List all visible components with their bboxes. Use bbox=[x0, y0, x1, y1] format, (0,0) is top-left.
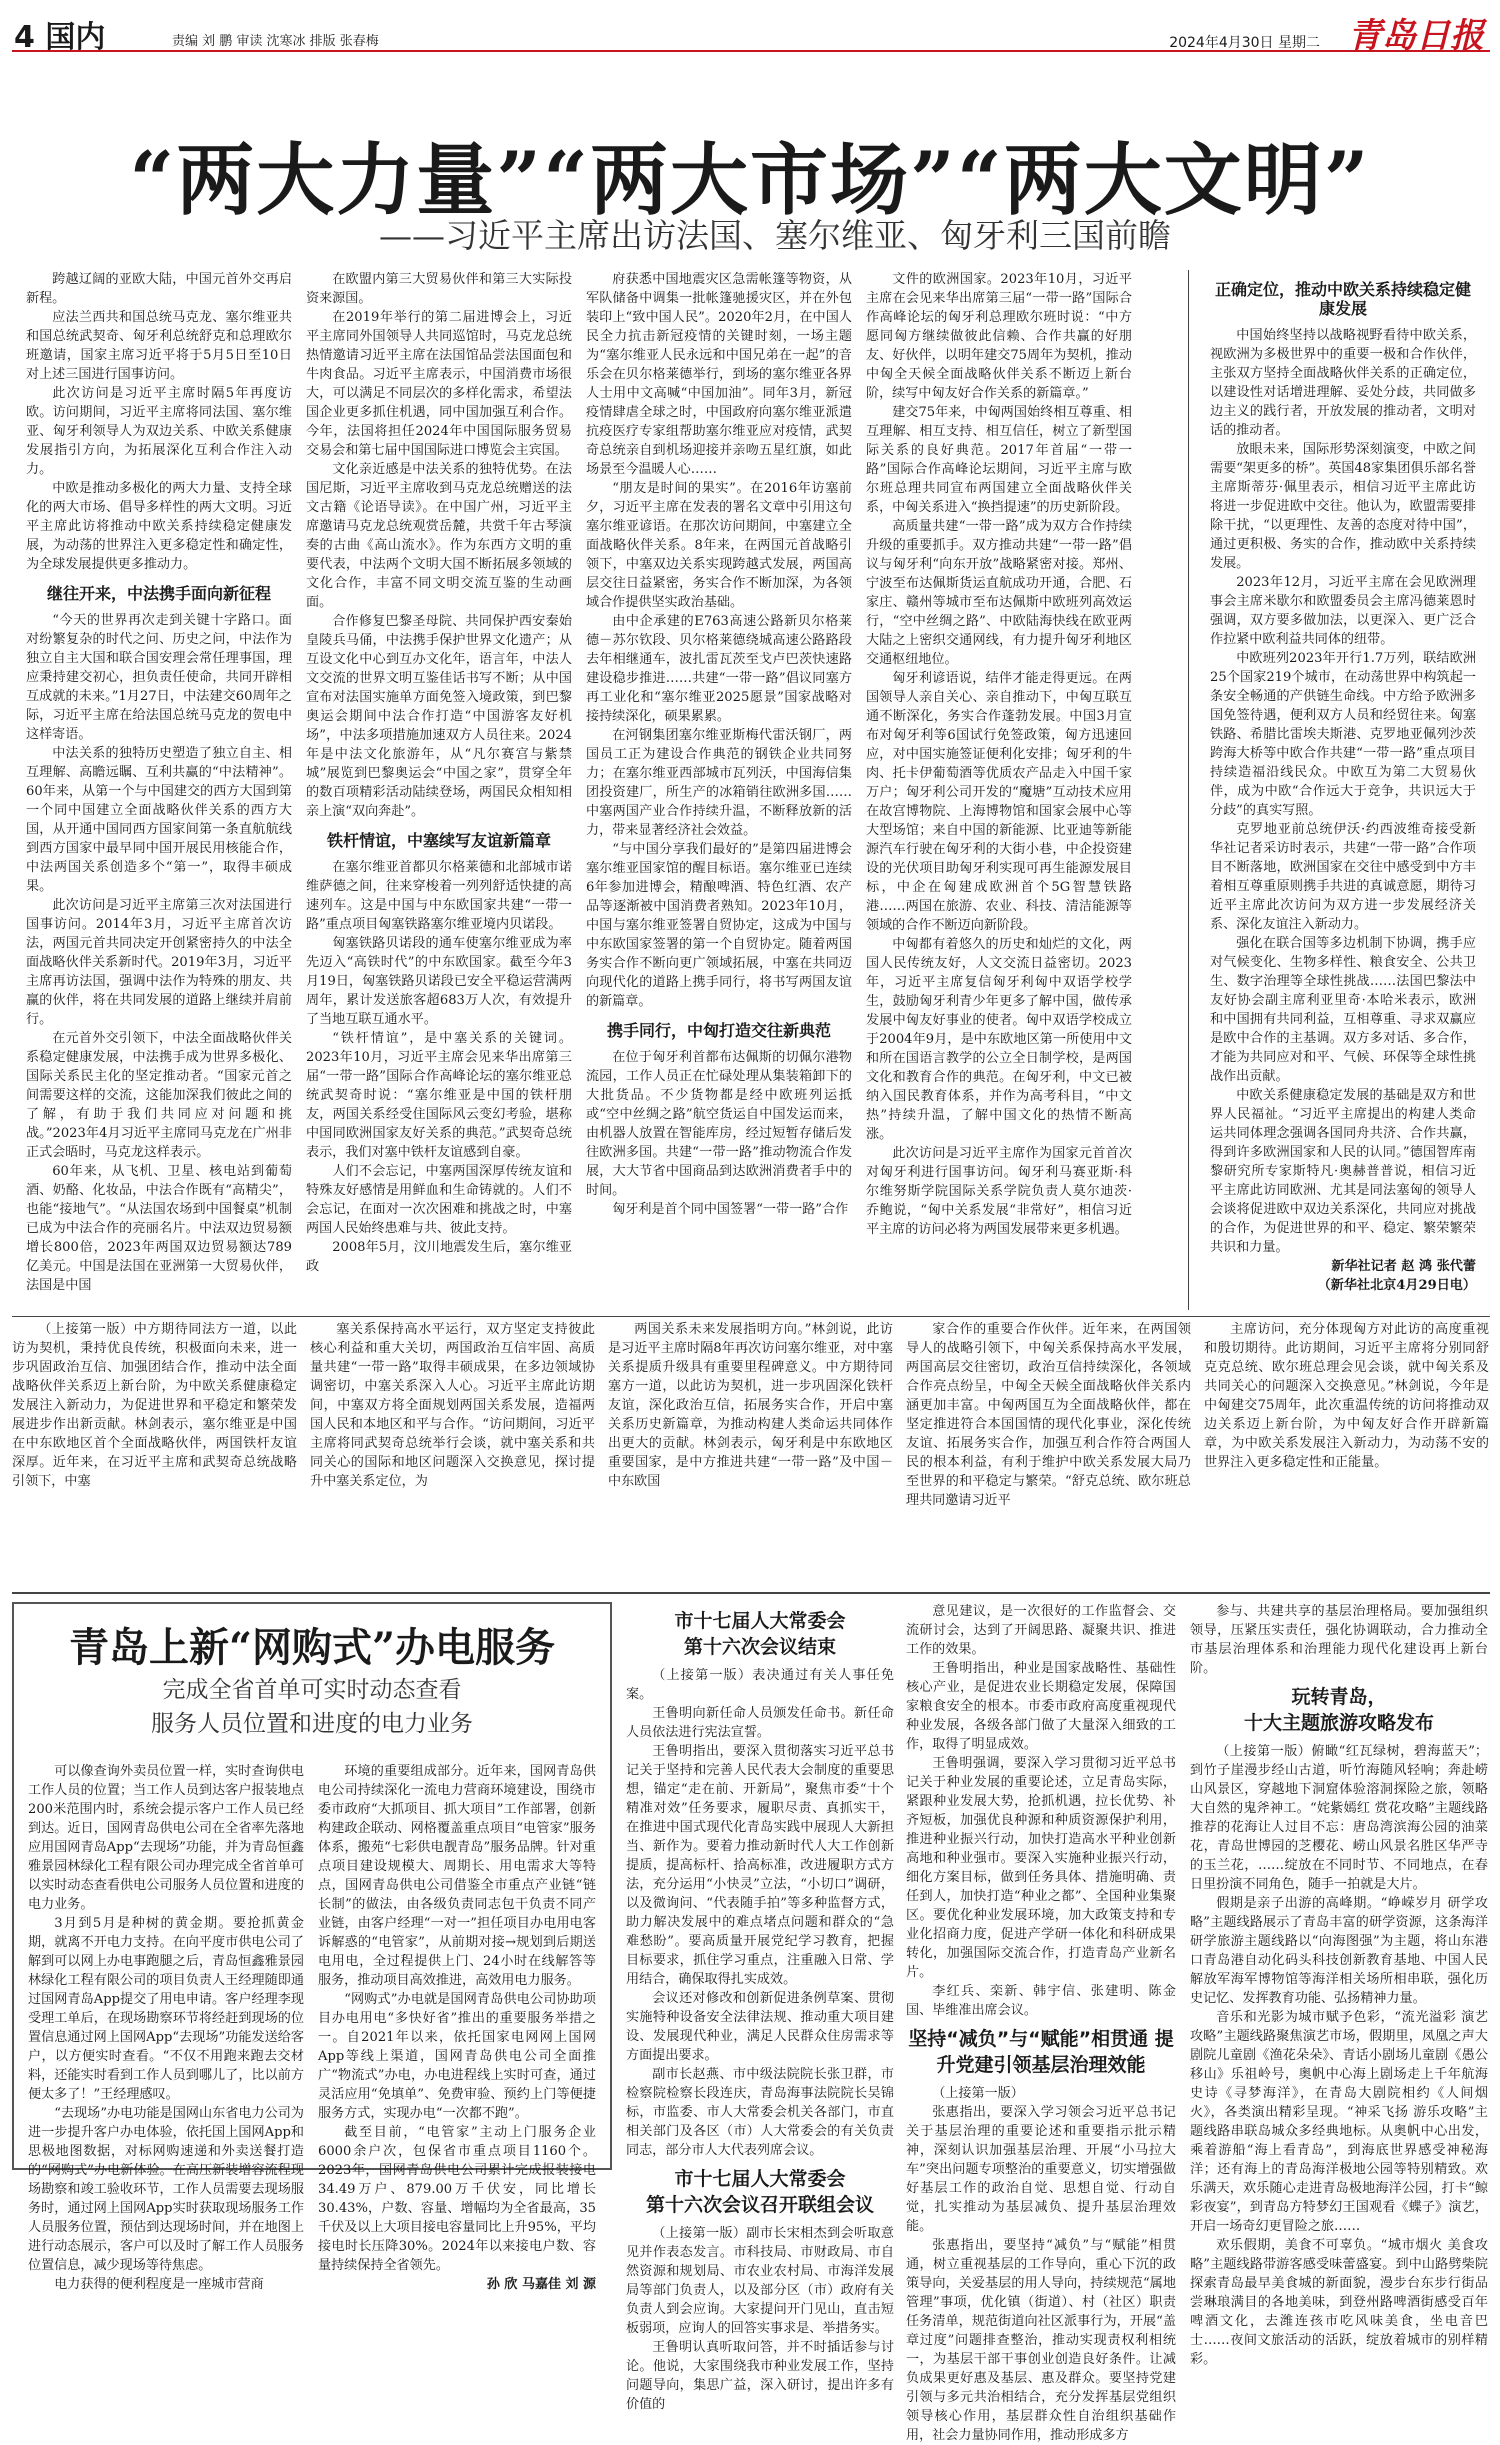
paragraph: 3月到5月是种树的黄金期。要抢抓黄金期，就离不开电力支持。在向平度市供电公司了解到可以网上办电事跑腿之后，青岛恒鑫雅景园林绿化工程有限公司的项目负责人王经理随即通过国网青岛App提交了用电申请。客户经理李现受理工单后，在现场勘察环节将经赶到现场的位置信息通过网上国网App“去现场”功能发送给客户，以方便实时查看。“不仅不用跑来跑去交材料，还能实时看到工作人员到哪儿了，比以前方便太多了！”王经理感叹。 bbox=[28, 1916, 304, 2102]
paragraph: “朋友是时间的果实”。在2016年访塞前夕，习近平主席在发表的署名文章中引用这句塞尔维亚谚语。在那次访问期间，中塞建立全面战略伙伴关系。8年来，在两国元首战略引领下，中塞双边关系实现跨越式发展，两国高层交往日益紧密，务实合作不断加深，为各领域合作提供坚实政治基础。 bbox=[586, 481, 852, 610]
headline-title: “两大力量”“两大市场”“两大文明” bbox=[129, 135, 1371, 226]
page-number-section: 4 国内 bbox=[14, 20, 106, 55]
paragraph: 环境的重要组成部分。近年来，国网青岛供电公司持续深化一流电力营商环境建设，围绕市委市政府“大抓项目、抓大项目”工作部署，创新构建政企联动、网格覆盖重点项目“电管家”服务体系，搬苑“七彩供电靓青岛”服务品牌。针对重点项目建设规模大、周期长、用电需求大等特点，国网青岛供电公司借鉴全市重点产业链“链长制”的做法，由各级负责同志包干负责不同产业链，由客户经理“一对一”担任项目办电用电客诉解惑的“电管家”，从前期对接→规划到后期送电用电，全过程提供上门、24小时在线解答等服务，推动项目高效推进，高效用电力服务。 bbox=[318, 1764, 596, 1988]
article1-column-5 bbox=[1210, 270, 1476, 1310]
article-title: 青岛上新“网购式”办电服务 bbox=[68, 1624, 555, 1671]
article-title: 坚持“减负”与“赋能”相贯通 提升党建引领基层治理效能 bbox=[908, 2028, 1174, 2076]
headline-subtitle: ——习近平主席出访法国、塞尔维亚、匈牙利三国前瞻 bbox=[379, 216, 1171, 255]
paragraph: 此次访问是习近平主席时隔5年再度访欧。访问期间，习近平主席将同法国、塞尔维亚、匈牙利领导人为双边关系、中欧关系健康发展指引方向，为拓展深化互利合作注入动力。 bbox=[26, 386, 292, 477]
paragraph: 强化在联合国等多边机制下协调，携手应对气候变化、生物多样性、粮食安全、公共卫生、数字治理等全球性挑战……法国巴黎法中友好协会副主席利亚里奇·本哈米表示，欧洲和中国拥有共同利益，互相尊重、寻求双赢应是欧中合作的主基调。双方多对话、多合作，才能为共同应对和平、气候、环保等全球性挑战作出贡献。 bbox=[1210, 936, 1476, 1084]
article1-column-1 bbox=[26, 270, 292, 1310]
paragraph: 建交75年来，中匈两国始终相互尊重、相互理解、相互支持、相互信任，树立了新型国际关系的良好典范。2017年首届“一带一路”国际合作高峰论坛期间，习近平主席与欧尔班总理共同宣布两国建立全面战略伙伴关系，中匈关系进入“换挡提速”的历史新阶段。 bbox=[866, 405, 1132, 515]
paragraph: 王鲁明强调，要深入学习贯彻习近平总书记关于种业发展的重要论述，立足青岛实际，紧跟种业发展大势，抢抓机遇，拉长优势、补齐短板，加强优良种源和种质资源保护利用，推进种业振兴行动，加快打造高水平种业创新高地和种业强市。要深入实施种业振兴行动，细化方案目标，做到任务具体、措施明确、责任到人，加快打造“种业之都”、全国种业集聚区。要优化种业发展环境，加大政策支持和专业化招商力度，促进产学研一体化和科研成果转化，加强国际交流合作，打造青岛产业新名片。 bbox=[906, 1756, 1176, 1980]
continuation-column-2 bbox=[310, 1320, 595, 1585]
paragraph: “网购式”办电就是国网青岛供电公司协助项目办电用电“多快好省”推出的重要服务举措之一。自2021年以来，依托国家电网网上国网App等线上渠道，国网青岛供电公司全面推广“物流式”办电，办电进程线上实时可查，通过灵活应用“免填单”、免费审验、预约上门等便捷服务方式，实现办电“一次都不跑”。 bbox=[318, 1992, 596, 2121]
article-title: 玩转青岛， 十大主题旅游攻略发布 bbox=[1243, 1686, 1434, 1734]
paragraph: 王鲁明认真听取问答，并不时插话参与讨论。他说，大家围绕我市种业发展工作，坚持问题导向，集思广益，深入研讨，提出许多有价值的 bbox=[626, 2340, 894, 2412]
tourism-article bbox=[1190, 1602, 1488, 2367]
paragraph: 2008年5月，汶川地震发生后，塞尔维亚政 bbox=[306, 1240, 572, 1274]
article1-column-2 bbox=[306, 270, 572, 1310]
paragraph: 可以像查询外卖员位置一样，实时查询供电工作人员的位置；当工作人员到达客户报装地点200米范围内时，系统会提示客户工作人员已经到达。近日，国网青岛供电公司在全省率先落地应用国网青岛App“去现场”功能，并为青岛恒鑫雅景园林绿化工程有限公司办理完成全省首单可以实时动态查看供电公司服务人员位置和进度的电力业务。 bbox=[28, 1764, 304, 1912]
power-service-article bbox=[12, 1602, 612, 2292]
section-heading: 正确定位，推动中欧关系持续稳定健康发展 bbox=[1214, 280, 1471, 318]
paragraph: 放眼未来，国际形势深刻演变，中欧之间需要“架更多的桥”。英国48家集团俱乐部名誉主席斯蒂芬·佩里表示，相信习近平主席此访将进一步促进欧中交往。他认为，欧盟需要排除干扰，“以更理性、友善的态度对待中国”，通过更积极、务实的合作，推动欧中关系持续发展。 bbox=[1210, 442, 1476, 571]
section-heading: 铁杆情谊，中塞续写友谊新篇章 bbox=[326, 831, 551, 850]
article2-column-2 bbox=[318, 1762, 596, 2292]
paragraph: 跨越辽阔的亚欧大陆，中国元首外交再启新程。 bbox=[26, 272, 292, 306]
continuation-column-1 bbox=[12, 1320, 297, 1585]
editor-credits: 责编 刘 鹏 审读 沈寒冰 排版 张春梅 bbox=[172, 34, 379, 49]
paragraph: 匈牙利是首个同中国签署“一带一路”合作 bbox=[612, 1202, 849, 1217]
paragraph: 在河钢集团塞尔维亚斯梅代雷沃钢厂，两国员工正为建设合作典范的钢铁企业共同努力；在塞尔维亚西部城市瓦列沃，中国海信集团投资建厂，所生产的冰箱销往欧洲多国……中塞两国产业合作持续升温，不断释放新的活力，带来显著经济社会效益。 bbox=[586, 728, 852, 838]
section-divider bbox=[12, 1592, 1490, 1594]
paragraph: 文化亲近感是中法关系的独特优势。在法国尼斯，习近平主席收到马克龙总统赠送的法文古籍《论语导读》。在中国广州，习近平主席邀请马克龙总统观赏岳麓，共赏千年古琴演奏的古曲《高山流水》。作为东西方文明的重要代表，中法两个文明大国不断拓展多领域的文化合作，丰富不同文明交流互鉴的生动画面。 bbox=[306, 462, 572, 610]
paragraph: 60年来，从飞机、卫星、核电站到葡萄酒、奶酪、化妆品，中法合作既有“高精尖”，也能“接地气”。“从法国农场到中国餐桌”机制已成为中法合作的亮丽名片。中法双边贸易额增长800倍，2023年两国双边贸易额达789亿美元。中国是法国在亚洲第一大贸易伙伴，法国是中国 bbox=[26, 1164, 292, 1293]
paragraph: 塞关系保持高水平运行，双方坚定支持彼此核心利益和重大关切，两国政治互信牢固、高质量共建“一带一路”取得丰硕成果，在多边领域协调密切，中塞关系深入人心。习近平主席此访期间，中塞双方将全面规划两国关系发展，造福两国人民和本地区和平与合作。“访问期间，习近平主席将同武契奇总统举行会谈，就中塞关系和共同关心的国际和地区问题深入交换意见，探讨提升中塞关系定位，为 bbox=[310, 1322, 595, 1489]
paragraph: 此次访问是习近平主席作为国家元首首次对匈牙利进行国事访问。匈牙利马赛亚斯·科尔维努斯学院国际关系学院负责人莫尔迪茨·乔鲍说，“匈中关系发展“非常好”，相信习近平主席的访问必将为两国发展带来更多机遇。 bbox=[866, 1146, 1132, 1237]
paragraph: （上接第一版） bbox=[932, 2086, 1024, 2101]
paragraph: “去现场”办电功能是国网山东省电力公司为进一步提升客户办电体验，依托国上国网App和思极地图数据，对标网购速递和外卖送餐打造的“网购式”办电新体验。在高压新装增容流程现场勘察和竣工验收环节，工作人员需要去现场服务时，通过网上国网App实时获取现场服务工作人员服务位置，预估到达现场时间，并在地图上进行动态展示，客户可以及时了解工作人员服务位置信息，减少现场等待焦虑。 bbox=[28, 2106, 304, 2273]
npc-meeting-article bbox=[626, 1602, 894, 2412]
paragraph: 主席访问，充分体现匈方对此访的高度重视和殷切期待。此访期间，习近平主席将分别同舒克克总统、欧尔班总理会见会谈，就中匈关系及共同关心的问题深入交换意见。”林剑说，今年是中匈建交75周年，此次重温传统的访问将推动双边关系迈上新台阶，为中匈友好合作开辟新篇章，为中欧关系发展注入新动力，为动荡不安的世界注入更多稳定性和正能量。 bbox=[1204, 1322, 1489, 1470]
paragraph: 电力获得的便利程度是一座城市营商 bbox=[54, 2277, 264, 2292]
paragraph: 匈牙利谚语说，结伴才能走得更远。在两国领导人亲自关心、亲自推动下，中匈互联互通不断深化，务实合作蓬勃发展。中国3月宣布对匈牙利等6国试行免签政策，匈方迅速回应，对中国实施签证便利化安排；匈牙利的牛肉、托卡伊葡萄酒等优质农产品走入中国千家万户；匈牙利公司开发的“魔塘”互动技术应用在故宫博物院、上海博物馆和国家会展中心等大型场馆；来自中国的新能源、比亚迪等新能源汽车行驶在匈牙利的大街小巷，中企投资建设的光伏项目助匈牙利实现可再生能源发展目标，中企在匈建成欧洲首个5G智慧铁路港……两国在旅游、农业、科技、清洁能源等领域的合作不断迈向新阶段。 bbox=[866, 671, 1132, 933]
continuation-column-5 bbox=[1204, 1320, 1489, 1585]
issue-date: 2024年4月30日 星期二 bbox=[1169, 35, 1320, 51]
paragraph: 副市长赵燕、市中级法院院长张卫群，市检察院检察长段连庆，青岛海事法院院长吴锦标，市监委、市人大常委会机关各部门，市直相关部门及各区（市）人大常委会的有关负责同志，部分市人大代表列席会议。 bbox=[626, 2067, 894, 2158]
paragraph: 王鲁明指出，种业是国家战略性、基础性核心产业，是促进农业长期稳定发展，保障国家粮食安全的根本。市委市政府高度重视现代种业发展，各级各部门做了大量深入细致的工作，取得了明显成效。 bbox=[906, 1661, 1176, 1752]
paragraph: 合作修复巴黎圣母院、共同保护西安秦始皇陵兵马俑，中法携手保护世界文化遗产；从互设文化中心到互办文化年，语言年，中法人文交流的世界文明互鉴佳话书写不断；从中国宣布对法国实施单方面免签入境政策，到巴黎奥运会期间中法合作打造“中国游客友好机场”，中法多项措施加速双方人员往来。2024年是中法文化旅游年，从“凡尔赛宫与紫禁城”展览到巴黎奥运会“中国之家”，贯穿全年的数百项精彩活动陆续登场，两国民众相知相亲上演“双向奔赴”。 bbox=[306, 614, 572, 819]
article1-column-3 bbox=[586, 270, 852, 1310]
article-subtitle: 服务人员位置和进度的电力业务 bbox=[151, 1711, 473, 1737]
paragraph: 府获悉中国地震灾区急需帐篷等物资，从军队储备中调集一批帐篷驰援灾区，并在外包装印上“致中国人民”。2020年2月，在中国人民全力抗击新冠疫情的关键时刻，一场主题为“塞尔维亚人民永远和中国兄弟在一起”的音乐会在贝尔格莱德举行，到场的塞尔维亚各界人士用中文高喊“中国加油”。同年3月，新冠疫情肆虐全球之时，中国政府向塞尔维亚派遣抗疫医疗专家组帮助塞尔维亚应对疫情，武契奇总统亲自到机场迎接并亲吻五星红旗，如此场景至今温暖人心…… bbox=[586, 272, 852, 477]
dateline: （新华社北京4月29日电） bbox=[1317, 1278, 1476, 1293]
paragraph: 克罗地亚前总统伊沃·约西波维奇接受新华社记者采访时表示，共建“一带一路”合作项目不断落地，欧洲国家在交往中感受到中方丰着相互尊重原则携手共进的真诚意愿，期待习近平主席此次访问为双方进一步发展经济关系、深化友谊注入新动力。 bbox=[1210, 822, 1476, 932]
grassroots-governance-article bbox=[906, 1602, 1176, 2443]
paragraph: 中欧是推动多极化的两大力量、支持全球化的两大市场、倡导多样性的两大文明。习近平主席此访将推动中欧关系持续稳定健康发展，为动荡的世界注入更多稳定性和确定性，为全球发展提供更多推动力。 bbox=[26, 481, 292, 572]
paragraph: 匈塞铁路贝诺段的通车使塞尔维亚成为率先迈入“高铁时代”的中东欧国家。截至今年3月19日，匈塞铁路贝诺段已安全平稳运营满两周年，累计发送旅客超683万人次，有效提升了当地互联互通水平。 bbox=[306, 936, 572, 1027]
paragraph: “铁杆情谊”，是中塞关系的关键词。2023年10月，习近平主席会见来华出席第三届“一带一路”国际合作高峰论坛的塞尔维亚总统武契奇时说：“塞尔维亚是中国的铁杆朋友，两国关系经受住国际风云变幻考验，堪称中国同欧洲国家友好关系的典范。”武契奇总统表示，我们对塞中铁杆友谊感到自豪。 bbox=[306, 1031, 572, 1160]
paragraph: 中法关系的独特历史塑造了独立自主、相互理解、高瞻远瞩、互利共赢的“中法精神”。60年来，从第一个与中国建交的西方大国到第一个同中国建立全面战略伙伴关系的西方大国，从开通中国同西方国家间第一条直航航线到西方国家中最早同中国开展民用核能合作，中法两国关系创造多个“第一”，取得丰硕成果。 bbox=[26, 746, 292, 894]
article2-column-1 bbox=[28, 1762, 304, 2292]
paragraph: 在位于匈牙利首都布达佩斯的切佩尔港物流园，工作人员正在忙碌处理从集装箱卸下的大批货品。不少货物都是经中欧班列运抵或“空中丝绸之路”航空货运自中国发运而来，由机器人放置在智能库房，经过短暂存储后发往欧洲多国。共建“一带一路”推动物流合作发展，大大节省中国商品到达欧洲消费者手中的时间。 bbox=[586, 1050, 852, 1198]
paragraph: “与中国分享我们最好的”是第四届进博会塞尔维亚国家馆的醒目标语。塞尔维亚已连续6年参加进博会，精酿啤酒、特色红酒、农产品等逐渐被中国消费者熟知。2023年10月，中国与塞尔维亚签署自贸协定，这成为中国与中东欧国家签署的第一个自贸协定。随着两国务实合作不断向更广领域拓展，中塞在共同迈向现代化的道路上携手同行，将书写两国友谊的新篇章。 bbox=[586, 842, 852, 1009]
paragraph: 在元首外交引领下，中法全面战略伙伴关系稳定健康发展，中法携手成为世界多极化、国际关系民主化的坚定推动者。“国家元首之间需要这样的交流，这能加深我们彼此之间的了解，有助于我们共同应对问题和挑战。”2023年4月习近平主席同马克龙在广州非正式会晤时，马克龙这样表示。 bbox=[26, 1031, 292, 1160]
paragraph: 家合作的重要合作伙伴。近年来，在两国领导人的战略引领下，中匈关系保持高水平发展，两国高层交往密切，政治互信持续深化，各领域合作亮点纷呈，中匈全天候全面战略伙伴关系内涵更加丰富。中匈两国互为全面战略伙伴，都在坚定推进符合本国国情的现代化事业，深化传统友谊、拓展务实合作，加强互利合作符合两国人民的根本利益，有利于维护中欧关系发展大局乃至世界的和平稳定与繁荣。“舒克总统、欧尔班总理共同邀请习近平 bbox=[906, 1322, 1191, 1508]
article-title: 市十七届人大常委会 第十六次会议召开联组会议 bbox=[645, 2168, 874, 2216]
paragraph: 应法兰西共和国总统马克龙、塞尔维亚共和国总统武契奇、匈牙利总统舒克和总理欧尔班邀请，国家主席习近平将于5月5日至10日对上述三国进行国事访问。 bbox=[26, 310, 292, 382]
paragraph: 假期是亲子出游的高峰期。“峥嵘岁月 研学攻略”主题线路展示了青岛丰富的研学资源，这条海洋研学旅游主题线路以“向海图强”为主题，将山东港口青岛港自动化码头科技创新教育基地、中国人民解放军海军博物馆等海洋相关场所相串联，强化历史记忆、发挥教育功能、弘扬精神力量。 bbox=[1190, 1896, 1488, 2006]
paragraph: 在2019年举行的第二届进博会上，习近平主席同外国领导人共同巡馆时，马克龙总统热情邀请习近平主席在法国馆品尝法国面包和牛肉食品。习近平主席表示，中国消费市场很大，可以满足不同层次的多样化需求，希望法国企业更多抓住机遇，同中国加强互利合作。今年，法国将担任2024年中国国际服务贸易交易会和第七届中国国际进口博览会主宾国。 bbox=[306, 310, 572, 458]
newspaper-logo: 青岛日报 bbox=[1348, 16, 1484, 56]
paragraph: 张惠指出，要深入学习领会习近平总书记关于基层治理的重要论述和重要指示批示精神，深刻认识加强基层治理、开展“小马拉大车”突出问题专项整治的重要意义，切实增强做好基层工作的政治自觉、思想自觉、行动自觉，扎实推动为基层减负、提升基层治理效能。 bbox=[906, 2105, 1176, 2234]
paragraph: 张惠指出，要坚持“减负”与“赋能”相贯通，树立重视基层的工作导向，重心下沉的政策导向，关爱基层的用人导向，持续规范“属地管理”事项，优化镇（街道）、村（社区）职责任务清单，规范街道向社区派事行为，开展“盖章过度”问题排查整治，推动实现责权利相统一，为基层干部干事创业创造良好条件。让减负成果更好惠及基层、惠及群众。要坚持党建引领与多元共治相结合，充分发挥基层党组织领导核心作用，基层群众性自治组织基础作用，社会力量协同作用，推动形成多方 bbox=[906, 2238, 1176, 2443]
paragraph: 文件的欧洲国家。2023年10月，习近平主席在会见来华出席第三届“一带一路”国际合作高峰论坛的匈牙利总理欧尔班时说：“中方愿同匈方继续做彼此信赖、合作共赢的好朋友、好伙伴，以明年建交75周年为契机，推动中匈全天候全面战略伙伴关系不断迈上新台阶，续写中匈友好合作关系的新篇章。” bbox=[866, 272, 1132, 401]
continuation-column-3 bbox=[608, 1320, 893, 1585]
paragraph: 会议还对修改和创新促进条例草案、贯彻实施特种设备安全法律法规、推动重大项目建设、发展现代种业，满足人民群众住房需求等方面提出要求。 bbox=[626, 1991, 894, 2063]
paragraph: 截至目前，“电管家”主动上门服务企业6000余户次，包保省市重点项目1160个。2023年，国网青岛供电公司累计完成报装接电34.49万户、879.00万千伏安，同比增长30.43%，户数、容量、增幅均为全省最高，35千伏及以上大项目接电容量同比上升95%，平均接电时长压降30%。2024年以来接电户数、容量持续保持全省领先。 bbox=[318, 2125, 596, 2273]
paragraph: 人们不会忘记，中塞两国深厚传统友谊和特殊友好感情是用鲜血和生命铸就的。人们不会忘记，在面对一次次困难和挑战之时，中塞两国人民始终患难与共、彼此支持。 bbox=[306, 1164, 572, 1236]
paragraph: 由中企承建的E763高速公路新贝尔格莱德－苏尔钦段、贝尔格莱德绕城高速公路路段去年相继通车，波扎雷瓦茨至戈卢巴茨快速路建设稳步推进……共建“一带一路”倡议同塞方再工业化和“塞尔维亚2025愿景”国家战略对接持续深化，硕果累累。 bbox=[586, 614, 852, 724]
article-title: 市十七届人大常委会 第十六次会议结束 bbox=[674, 1610, 846, 1658]
paragraph: “今天的世界再次走到关键十字路口。面对纷繁复杂的时代之问、历史之问，中法作为独立自主大国和联合国安理会常任理事国，理应秉持建交初心，担负责任使命，共同开辟相互成就的未来。”1月27日，中法建交60周年之际，习近平主席在给法国总统马克龙的贺电中这样寄语。 bbox=[26, 613, 292, 742]
paragraph: 王鲁明指出，要深入贯彻落实习近平总书记关于坚持和完善人民代表大会制度的重要思想，锚定“走在前、开新局”，聚焦市委“十个精准对效”任务要求，履职尽责、真抓实干，在推进中国式现代化青岛实践中展现人大新担当、新作为。要着力推动新时代人大工作创新提质，提高标杆、拾高标准，改进履职方式方法，充分运用“小快灵”立法，“小切口”调研，以及微询问、“代表随手拍”等多种监督方式，助力解决发展中的难点堵点问题和群众的“急难愁盼”。要高质量开展党纪学习教育，把握目标要求，抓住学习重点，注重融入日常、学用结合，确保取得扎实成效。 bbox=[626, 1744, 894, 1987]
paragraph: 参与、共建共享的基层治理格局。要加强组织领导，压紧压实责任，强化协调联动，合力推动全市基层治理体系和治理能力现代化建设再上新台阶。 bbox=[1190, 1604, 1488, 1676]
article-subtitle: 完成全省首单可实时动态查看 bbox=[162, 1677, 462, 1703]
paragraph: 中欧班列2023年开行1.7万列，联结欧洲25个国家219个城市，在动荡世界中构筑起一条安全畅通的产供链生命线。中方给予欧洲多国免签待遇，便利双方人员和经贸往来。匈塞铁路、希腊比雷埃夫斯港、克罗地亚佩列沙茨跨海大桥等中欧合作共建“一带一路”重点项目持续造福沿线民众。中欧互为第二大贸易伙伴，成为中欧“合作远大于竞争，共识远大于分歧”的真实写照。 bbox=[1210, 651, 1476, 818]
column-divider bbox=[1188, 270, 1189, 1310]
paragraph: 意见建议，是一次很好的工作监督会、交流研讨会，达到了开阔思路、凝聚共识、推进工作的效果。 bbox=[906, 1604, 1176, 1657]
paragraph: （上接第一版）俯瞰“红瓦绿树，碧海蓝天”；到竹子崖漫步经山古道，听竹海随风轻响；奔赴崂山风景区，穿越地下洞窟体验溶洞探险之旅，领略大自然的鬼斧神工。“姹紫嫣红 赏花攻略”主题线路推荐的花海让人过目不忘：唐岛湾滨海公园的油菜花，青岛世博园的芝樱花、崂山风景名胜区华严寺的玉兰花，……绽放在不同时节、不同地点，在春日里扮演不同角色，随手一拍就是大片。 bbox=[1190, 1744, 1488, 1892]
byline: 孙 欣 马嘉佳 刘 源 bbox=[486, 2277, 596, 2292]
paragraph: 李红兵、栾新、韩宇信、张建明、陈金国、毕维准出席会议。 bbox=[906, 1984, 1176, 2018]
paragraph: 音乐和光影为城市赋予色彩，“流光溢彩 演艺攻略”主题线路聚焦演艺市场，假期里，凤凰之声大剧院儿童剧《渔花朵朵》、青话小剧场儿童剧《愚公移山》乐祖岭号，奥帆中心海上剧场走上千年航海史诗《寻梦海洋》，在青岛大剧院相约《人间烟火》，各类演出精彩呈现。“神采飞扬 游乐攻略”主题线路串联岛城众多经典地标。从奥帆中心出发，乘着游船“海上看青岛”，到海底世界感受神秘海洋；还有海上的青岛海洋极地公园等特别精致。欢乐满天，欢乐随心走进青岛极地海洋公园，打卡“鲸彩夜宴”，到青岛方特梦幻王国观看《蝶子》演艺，开启一场奇幻更冒险之旅…… bbox=[1190, 2010, 1488, 2234]
page-header bbox=[12, 8, 1490, 56]
paragraph: 两国关系未来发展指明方向。”林剑说，此访是习近平主席时隔8年再次访问塞尔维亚，对中塞关系提质升级具有重要里程碑意义。中方期待同塞方一道，以此访为契机，进一步巩固深化铁杆友谊，深化政治互信，拓展务实合作，开启中塞关系历史新篇章，为推动构建人类命运共同体作出更大的贡献。林剑表示，匈牙利是中东欧地区重要国家，是中方推进共建“一带一路”及中国－中东欧国 bbox=[608, 1322, 893, 1489]
section-divider bbox=[12, 1316, 1490, 1317]
paragraph: 2023年12月，习近平主席在会见欧洲理事会主席米歇尔和欧盟委员会主席冯德莱恩时强调，双方要多做加法，以更深入、更广泛合作拉紧中欧利益共同体的纽带。 bbox=[1210, 575, 1476, 647]
paragraph: 王鲁明向新任命人员颁发任命书。新任命人员依法进行宪法宣誓。 bbox=[626, 1706, 894, 1740]
paragraph: （上接第一版）副市长宋相杰到会听取意见并作表态发言。市科技局、市财政局、市自然资源和规划局、市农业农村局、市海洋发展局等部门负责人，以及部分区（市）政府有关负责人到会应询。大家提问开门见山，直击短板弱项，应询人的回答实事求是、举措务实。 bbox=[626, 2226, 894, 2336]
paragraph: 中欧关系健康稳定发展的基础是双方和世界人民福祉。“习近平主席提出的构建人类命运共同体理念强调各国同舟共济、合作共赢，得到许多欧洲国家和人民的认同。”德国智库南黎研究所专家斯特凡·奥赫普普说，相信习近平主席此访同欧洲、尤其是同法塞匈的领导人会谈将促进欧中双边关系深化，共同应对挑战的合作，为促进世界的和平、稳定、繁荣繁荣共识和力量。 bbox=[1210, 1088, 1476, 1255]
paragraph: 高质量共建“一带一路”成为双方合作持续升级的重要抓手。双方推动共建“一带一路”倡议与匈牙利“向东开放”战略紧密对接。郑州、宁波至布达佩斯货运直航成功开通，合肥、石家庄、赣州等城市至布达佩斯中欧班列高效运行，“空中丝绸之路”、中欧陆海快线在欧亚两大陆之上密织交通网线，有力提升匈牙利地区交通枢纽地位。 bbox=[866, 519, 1132, 667]
byline: 新华社记者 赵 鸿 张代蕾 bbox=[1331, 1259, 1476, 1274]
paragraph: 欢乐假期，美食不可辜负。“城市烟火 美食攻略”主题线路带游客感受味蕾盛宴。到中山路劈柴院探索青岛最早美食城的新面貌，漫步台东步行街品尝琳琅满目的各地美味，到登州路啤酒街感受百年啤酒文化，去潍连孩市吃风味美食，坐电音巴士……夜间文旅活动的活跃，绽放着城市的别样精彩。 bbox=[1190, 2238, 1488, 2367]
continuation-column-4 bbox=[906, 1320, 1191, 1585]
section-heading: 携手同行，中匈打造交往新典范 bbox=[606, 1021, 831, 1040]
paragraph: （上接第一版）表决通过有关人事任免案。 bbox=[626, 1668, 894, 1702]
section-heading: 继往开来，中法携手面向新征程 bbox=[46, 584, 271, 603]
paragraph: 在塞尔维亚首都贝尔格莱德和北部城市诺维萨德之间，往来穿梭着一列列舒适快捷的高速列车。这是中国与中东欧国家共建“一带一路”重点项目匈塞铁路塞尔维亚境内贝诺段。 bbox=[306, 860, 572, 932]
paragraph: （上接第一版）中方期待同法方一道，以此访为契机，秉持优良传统，积极面向未来，进一步巩固政治互信、加强团结合作，推动中法全面战略伙伴关系迈上新台阶，为中欧关系健康稳定发展注入新动力，为促进世界和平稳定和繁荣发展进步作出新贡献。林剑表示，塞尔维亚是中国在中东欧地区首个全面战略伙伴，两国铁杆友谊深厚。近年来，在习近平主席和武契奇总统战略引领下，中塞 bbox=[12, 1322, 297, 1489]
paragraph: 此次访问是习近平主席第三次对法国进行国事访问。2014年3月，习近平主席首次访法，两国元首共同决定开创紧密持久的中法全面战略伙伴关系新时代。2019年3月，习近平主席再访法国，强调中法作为特殊的朋友、共赢的伙伴，将在共同发展的道路上继续并肩前行。 bbox=[26, 898, 292, 1027]
paragraph: 中匈都有着悠久的历史和灿烂的文化，两国人民传统友好，人文交流日益密切。2023年，习近平主席复信匈牙利匈中双语学校学生，鼓励匈牙利青少年更多了解中国，做传承发展中匈友好事业的使者。匈中双语学校成立于2004年9月，是中东欧地区第一所使用中文和所在国语言教学的公立全日制学校，是两国文化和教育合作的典范。在匈牙利，中文已被纳入国民教育体系，并作为高考科目，“中文热”持续升温，了解中国文化的热情不断高涨。 bbox=[866, 937, 1132, 1142]
paragraph: 中国始终坚持以战略视野看待中欧关系，视欧洲为多极世界中的重要一极和合作伙伴，主张双方坚持全面战略伙伴关系的正确定位，以建设性对话增进理解、妥处分歧，共同做多边主义的践行者，开放发展的推动者，文明对话的推动者。 bbox=[1210, 328, 1476, 438]
paragraph: 在欧盟内第三大贸易伙伴和第三大实际投资来源国。 bbox=[306, 272, 572, 306]
article1-column-4 bbox=[866, 270, 1132, 1310]
